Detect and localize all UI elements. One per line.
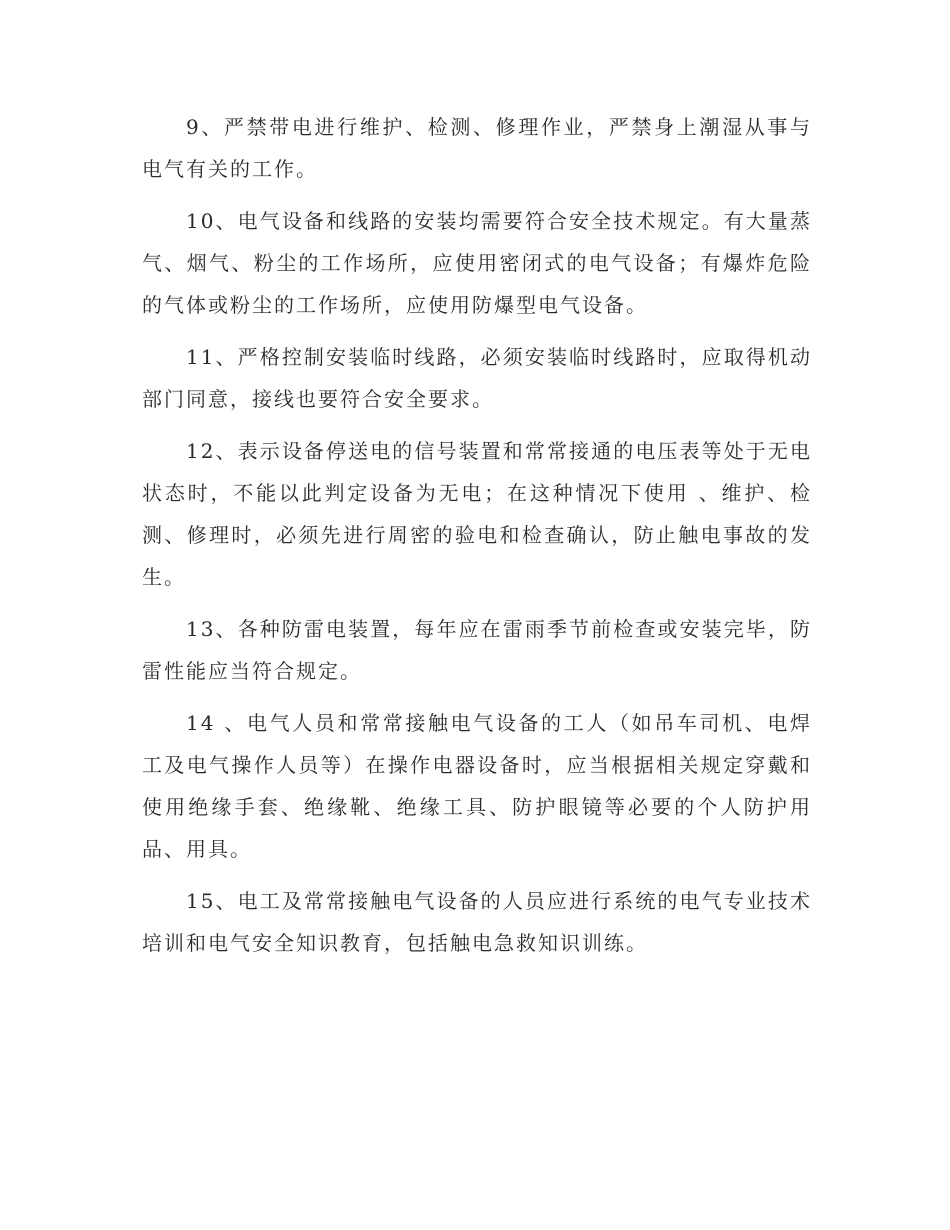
paragraph-10: 10、电气设备和线路的安装均需要符合安全技术规定。有大量蒸气、烟气、粉尘的工作场所，应使用密闭式的电气设备；有爆炸危险的气体或粉尘的工作场所，应使用防爆型电气设备。 — [142, 209, 812, 317]
paragraph-9: 9、严禁带电进行维护、检测、修理作业，严禁身上潮湿从事与电气有关的工作。 — [142, 115, 812, 181]
paragraph-12: 12、表示设备停送电的信号装置和常常接通的电压表等处于无电状态时，不能以此判定设备为无电；在这种情况下使用 、维护、检测、修理时，必须先进行周密的验电和检查确认，防止触电事故的发生。 — [142, 439, 812, 589]
document-page — [142, 106, 812, 964]
paragraph-14: 14 、电气人员和常常接触电气设备的工人（如吊车司机、电焊工及电气操作人员等）在操作电器设备时，应当根据相关规定穿戴和使用绝缘手套、绝缘靴、绝缘工具、防护眼镜等必要的个人防护用品、用具。 — [142, 711, 812, 861]
paragraph-11: 11、严格控制安装临时线路，必须安装临时线路时，应取得机动部门同意，接线也要符合安全要求。 — [142, 345, 812, 411]
paragraph-15: 15、电工及常常接触电气设备的人员应进行系统的电气专业技术培训和电气安全知识教育，包括触电急救知识训练。 — [142, 889, 812, 955]
paragraph-13: 13、各种防雷电装置，每年应在雷雨季节前检查或安装完毕，防雷性能应当符合规定。 — [142, 617, 812, 683]
